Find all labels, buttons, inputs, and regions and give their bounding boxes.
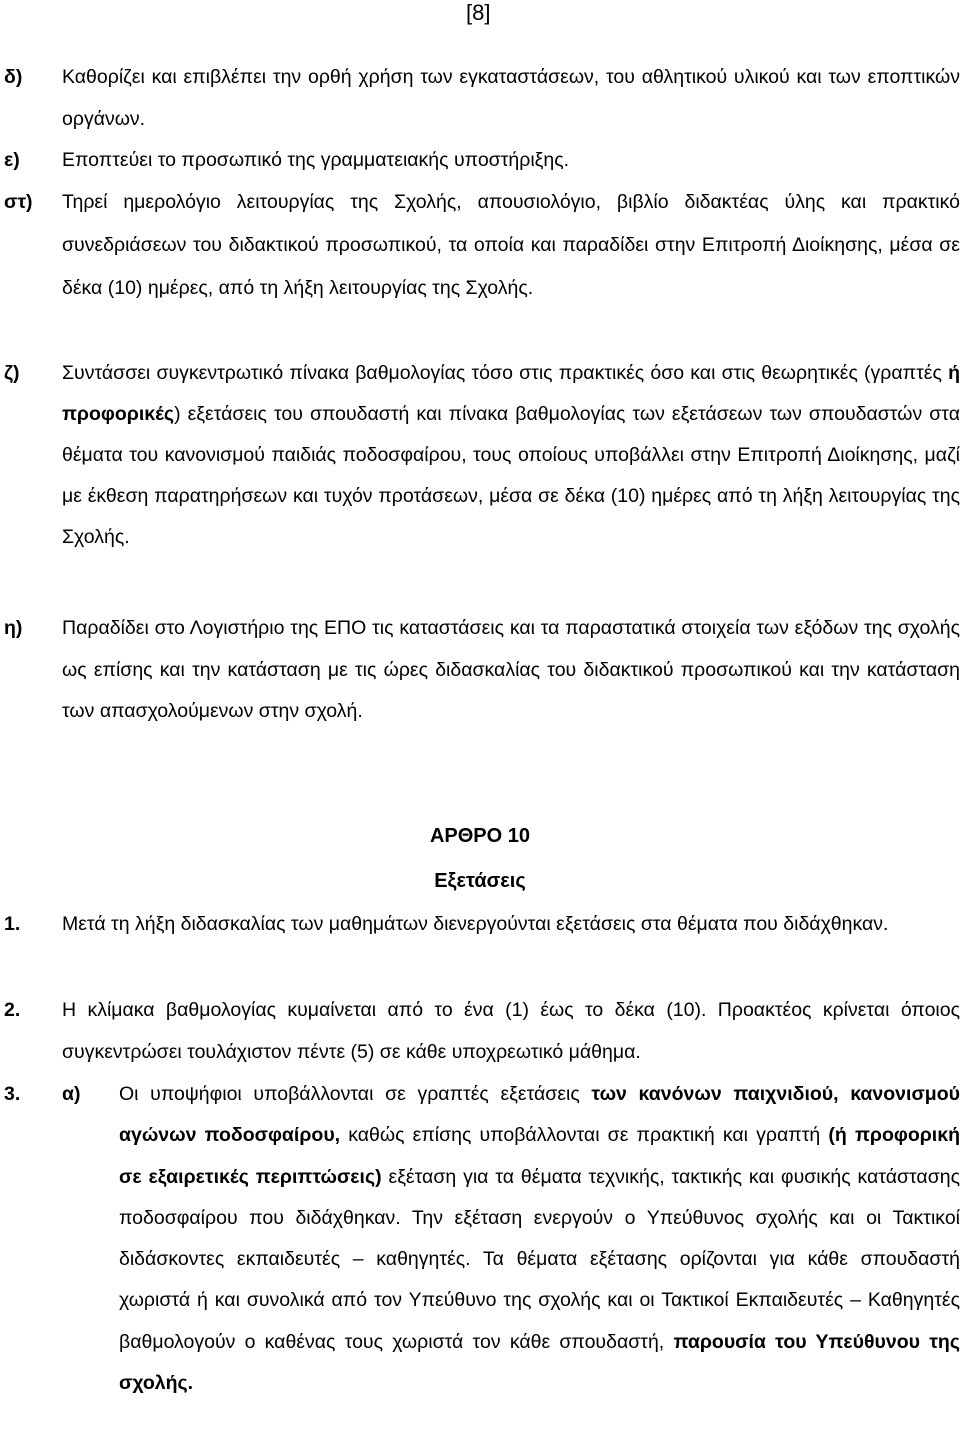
item-text: Η κλίμακα βαθμολογίας κυμαίνεται από το ένα (1) έως το δέκα (10). Προακτέος κρίνεται όποιος συγκεντρώσει τουλάχιστον πέντε (5) σε κάθε υποχρεωτικό μάθημα. bbox=[62, 999, 960, 1063]
item-text-part: καθώς επίσης υποβάλλονται σε πρακτική και γραπτή bbox=[340, 1124, 829, 1147]
page-number: [8] bbox=[466, 0, 491, 25]
item-label: δ) bbox=[4, 66, 23, 88]
item-text: Μετά τη λήξη διδασκαλίας των μαθημάτων διενεργούνται εξετάσεις στα θέματα που διδάχθηκαν. bbox=[62, 913, 889, 935]
item-text-bold: των κανόνων παιχνιδιού, κανονισμού αγώνων ποδοσφαίρου, bbox=[119, 1083, 960, 1147]
article-subtitle: Εξετάσεις bbox=[434, 870, 526, 892]
article-title: ΑΡΘΡΟ 10 bbox=[429, 825, 531, 847]
item-label: ζ) bbox=[4, 362, 20, 384]
sub-item-label: α) bbox=[62, 1083, 81, 1105]
sub-item-text bbox=[119, 1074, 960, 1404]
item-text-part: ) εξετάσεις του σπουδαστή και πίνακα βαθμολογίας των εξετάσεων των σπουδαστών στα θέματα του κανονισμού παιδιάς ποδοσφαίρου, τους οποίους υποβάλλει στην Επιτροπή Διοίκησης, μαζί με έκθεση παρατηρήσεων και τυχόν προτάσεων, μέσα σε δέκα (10) ημέρες από τη λήξη λειτουργίας της Σχολής. bbox=[62, 403, 960, 548]
item-text: Καθορίζει και επιβλέπει την ορθή χρήση των εγκαταστάσεων, του αθλητικού υλικού και των εποπτικών οργάνων. bbox=[62, 66, 960, 130]
item-text-part: Οι υποψήφιοι υποβάλλονται σε γραπτές εξετάσεις bbox=[119, 1083, 592, 1105]
item-text-part: εξέταση για τα θέματα τεχνικής, τακτικής και φυσικής κατάστασης ποδοσφαίρου που διδάχθηκαν. Την εξέταση ενεργούν ο Υπεύθυνος σχολής και οι Τακτικοί διδάσκοντες εκπαιδευτές – καθηγητές. Τα θέματα εξέτασης ορίζονται για κάθε σπουδαστή χωριστά ή και συνολικά από τον Υπεύθυνο της σχολής και οι Τακτικοί Εκπαιδευτές – Καθηγητές βαθμολογούν ο καθένας τους χωριστά τον κάθε σπουδαστή, bbox=[119, 1165, 960, 1353]
item-text-part: Συντάσσει συγκεντρωτικό πίνακα βαθμολογίας τόσο στις πρακτικές όσο και στις θεωρητικές (γραπτές bbox=[62, 362, 949, 384]
item-text: Παραδίδει στο Λογιστήριο της ΕΠΟ τις καταστάσεις και τα παραστατικά στοιχεία των εξόδων της σχολής ως επίσης και την κατάσταση με τις ώρες διδασκαλίας του διδακτικού προσωπικού και την κατάσταση των απασχολούμενων στην σχολή. bbox=[62, 617, 960, 722]
item-text: Εποπτεύει το προσωπικό της γραμματειακής υποστήριξης. bbox=[62, 149, 570, 171]
item-text-bold: (ή προφορική σε εξαιρετικές περιπτώσεις) bbox=[119, 1124, 960, 1188]
item-label: ε) bbox=[4, 149, 20, 171]
item-text bbox=[62, 353, 960, 558]
item-text-bold: ή προφορικές bbox=[62, 362, 960, 425]
item-label: στ) bbox=[4, 191, 33, 213]
item-label: 3. bbox=[4, 1083, 21, 1105]
item-text: Τηρεί ημερολόγιο λειτουργίας της Σχολής, απουσιολόγιο, βιβλίο διδακτέας ύλης και πρακτικό συνεδριάσεων του διδακτικού προσωπικού, τα οποία και παραδίδει στην Επιτροπή Διοίκησης, μέσα σε δέκα (10) ημέρες, από τη λήξη λειτουργίας της Σχολής. bbox=[62, 191, 960, 299]
item-label: 2. bbox=[4, 999, 21, 1021]
item-label: η) bbox=[4, 617, 23, 639]
item-text-bold: παρουσία του Υπεύθυνου της σχολής. bbox=[119, 1330, 960, 1395]
item-label: 1. bbox=[4, 913, 21, 935]
